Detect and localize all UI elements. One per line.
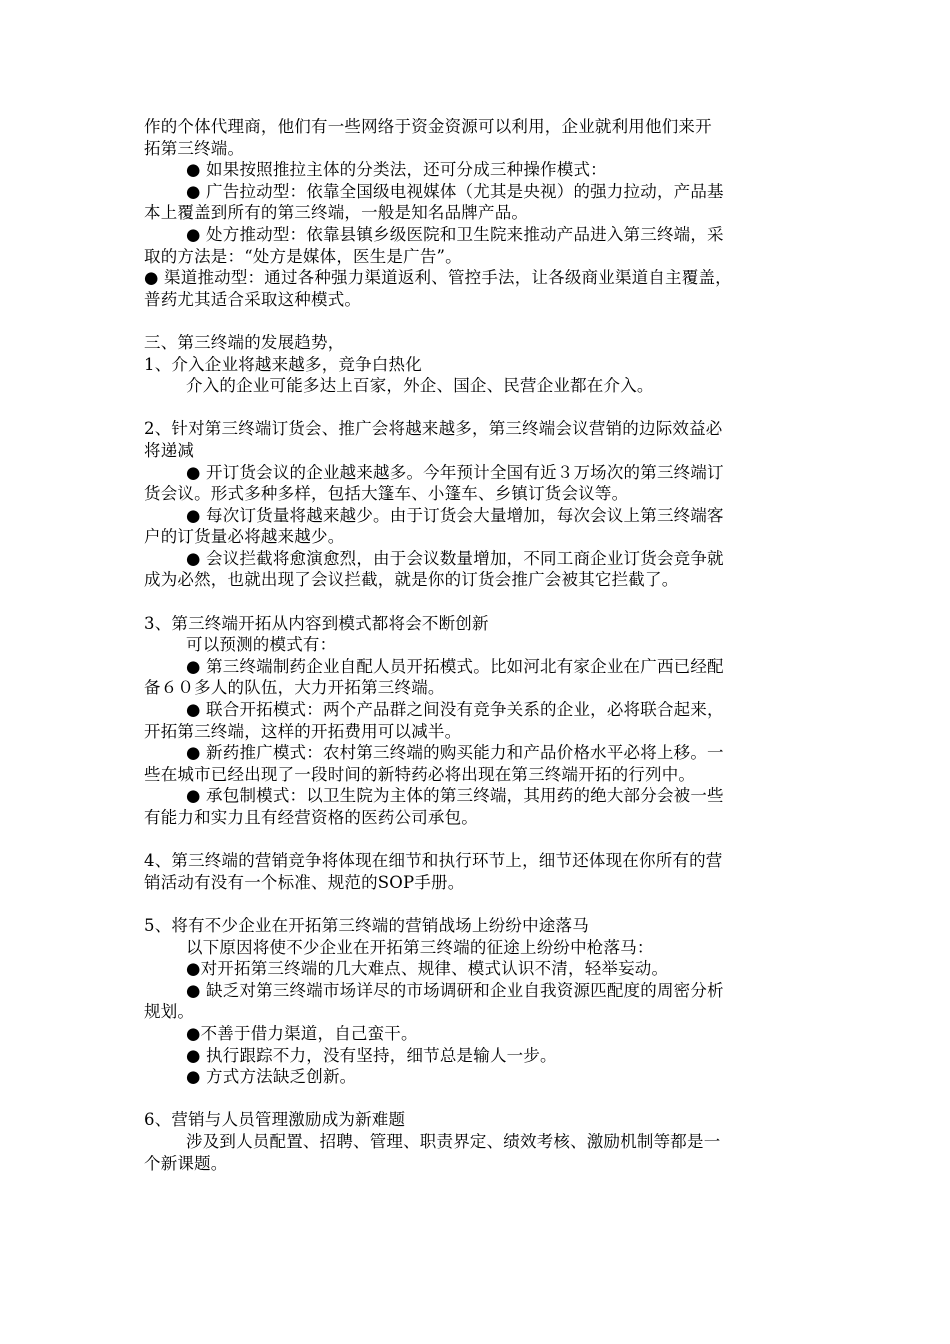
text-line: 货会议。形式多种多样，包括大篷车、小篷车、乡镇订货会议等。 (144, 484, 629, 504)
text-line: ●不善于借力渠道，自己蛮干。 (186, 1023, 418, 1043)
text-line: ● 处方推动型：依靠县镇乡级医院和卫生院来推动产品进入第三终端，采 (186, 224, 724, 244)
text-line: 成为必然，也就出现了会议拦截，就是你的订货会推广会被其它拦截了。 (144, 570, 679, 590)
blank-line (144, 1088, 816, 1110)
text-line: ●对开拓第三终端的几大难点、规律、模式认识不清，轻举妄动。 (186, 959, 669, 979)
text-line: 户的订货量必将越来越少。 (144, 527, 345, 547)
blank-line (144, 829, 816, 851)
blank-line (144, 591, 816, 613)
text-line: ● 会议拦截将愈演愈烈，由于会议数量增加，不同工商企业订货会竞争就 (186, 548, 724, 568)
text-line: ● 广告拉动型：依靠全国级电视媒体（尤其是央视）的强力拉动，产品基 (186, 181, 724, 201)
text-line: 备６０多人的队伍，大力开拓第三终端。 (144, 678, 445, 698)
text-line: ● 执行跟踪不力，没有坚持，细节总是输人一步。 (186, 1045, 557, 1065)
text-line: 1、介入企业将越来越多，竞争白热化 (144, 354, 422, 374)
text-line: ● 第三终端制药企业自配人员开拓模式。比如河北有家企业在广西已经配 (186, 656, 724, 676)
text-line: 取的方法是：“处方是媒体，医生是广告”。 (144, 246, 462, 266)
text-line: ● 方式方法缺乏创新。 (186, 1067, 357, 1087)
blank-line (144, 893, 816, 915)
text-line: 以下原因将使不少企业在开拓第三终端的征途上纷纷中枪落马： (186, 937, 654, 957)
text-line: 6、营销与人员管理激励成为新难题 (144, 1110, 406, 1130)
text-line: 普药尤其适合采取这种模式。 (144, 289, 362, 309)
text-line: 开拓第三终端，这样的开拓费用可以减半。 (144, 721, 462, 741)
text-line: 拓第三终端。 (144, 138, 245, 158)
text-line: 本上覆盖到所有的第三终端，一般是知名品牌产品。 (144, 203, 529, 223)
text-line: 销活动有没有一个标准、规范的SOP手册。 (144, 872, 465, 892)
text-line: 将递减 (144, 440, 195, 460)
text-line: 可以预测的模式有： (186, 635, 337, 655)
text-line: 4、第三终端的营销竞争将体现在细节和执行环节上，细节还体现在你所有的营 (144, 851, 723, 871)
text-line: 些在城市已经出现了一段时间的新特药必将出现在第三终端开拓的行列中。 (144, 764, 696, 784)
text-line: 三、第三终端的发展趋势， (144, 332, 345, 352)
text-line: ● 如果按照推拉主体的分类法，还可分成三种操作模式： (186, 160, 607, 180)
text-line: 3、第三终端开拓从内容到模式都将会不断创新 (144, 613, 489, 633)
text-line: ● 每次订货量将越来越少。由于订货会大量增加，每次会议上第三终端客 (186, 505, 724, 525)
blank-line (144, 397, 816, 419)
text-line: ● 新药推广模式：农村第三终端的购买能力和产品价格水平必将上移。一 (186, 743, 724, 763)
text-line: 5、将有不少企业在开拓第三终端的营销战场上纷纷中途落马 (144, 915, 589, 935)
text-line: ● 渠道推动型：通过各种强力渠道返利、管控手法，让各级商业渠道自主覆盖， (144, 268, 732, 288)
text-line: ● 开订货会议的企业越来越多。今年预计全国有近３万场次的第三终端订 (186, 462, 724, 482)
text-line: ● 缺乏对第三终端市场详尽的市场调研和企业自我资源匹配度的周密分析 (186, 980, 724, 1000)
document-body (144, 116, 816, 1174)
text-line: 规划。 (144, 1002, 195, 1022)
blank-line (144, 310, 816, 332)
text-line: ● 联合开拓模式：两个产品群之间没有竞争关系的企业，必将联合起来， (186, 700, 724, 720)
text-line: 个新课题。 (144, 1153, 228, 1173)
text-line: 介入的企业可能多达上百家，外企、国企、民营企业都在介入。 (186, 376, 654, 396)
text-line: 作的个体代理商，他们有一些网络于资金资源可以利用，企业就利用他们来开 (144, 117, 712, 136)
text-line: 涉及到人员配置、招聘、管理、职责界定、绩效考核、激励机制等都是一 (186, 1131, 721, 1151)
text-line: 2、针对第三终端订货会、推广会将越来越多，第三终端会议营销的边际效益必 (144, 419, 723, 439)
text-line: 有能力和实力且有经营资格的医药公司承包。 (144, 808, 478, 827)
text-line: ● 承包制模式：以卫生院为主体的第三终端，其用药的绝大部分会被一些 (186, 786, 724, 806)
